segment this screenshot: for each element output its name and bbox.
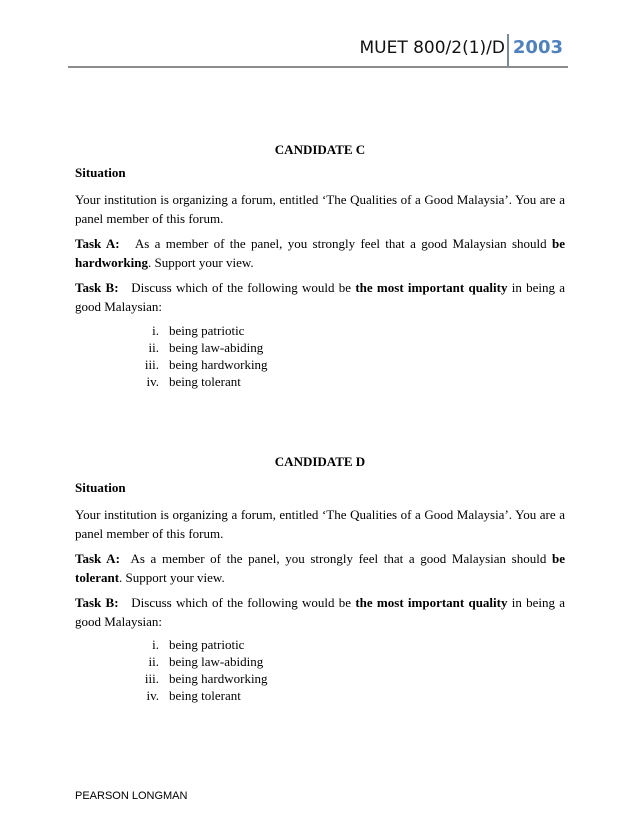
candidate-c-options bbox=[75, 322, 375, 390]
situation-text: Your institution is organizing a forum, entitled ‘The Qualities of a Good Malaysia’. You are a panel member of this forum. bbox=[75, 192, 565, 226]
situation-heading: Situation bbox=[75, 165, 126, 180]
candidate-d-task-b bbox=[75, 593, 565, 631]
header-separator bbox=[507, 34, 509, 68]
task-b-text bbox=[75, 278, 565, 316]
header-rule bbox=[68, 66, 568, 68]
candidate-c-task-a bbox=[75, 234, 565, 272]
candidate-d-title: CANDIDATE D bbox=[274, 454, 366, 469]
list-item: iii. being hardworking bbox=[144, 671, 268, 686]
candidate-d-task-a bbox=[75, 549, 565, 587]
task-b-pre: Discuss which of the following would be bbox=[131, 280, 352, 295]
list-item: i. being patriotic bbox=[152, 637, 245, 652]
candidate-c-title: CANDIDATE C bbox=[274, 142, 366, 157]
paper-year: 2003 bbox=[512, 37, 563, 58]
task-a-pre: As a member of the panel, you strongly feel that a good Malaysian should bbox=[134, 236, 547, 251]
task-b-bold: the most important quality bbox=[355, 280, 508, 295]
task-a-label: Task A: bbox=[75, 551, 120, 566]
list-item: iv. being tolerant bbox=[146, 374, 241, 389]
candidate-c-situation-heading bbox=[75, 163, 565, 182]
list-item: iv. being tolerant bbox=[146, 688, 241, 703]
candidate-d-options bbox=[75, 636, 375, 704]
list-item: iii. being hardworking bbox=[144, 357, 268, 372]
candidate-c-situation bbox=[75, 190, 565, 228]
list-item: ii. being law-abiding bbox=[148, 654, 264, 669]
task-b-pre: Discuss which of the following would be bbox=[131, 595, 352, 610]
situation-text: Your institution is organizing a forum, entitled ‘The Qualities of a Good Malaysia’. You are a panel member of this forum. bbox=[75, 507, 565, 541]
task-b-text bbox=[75, 593, 565, 631]
task-a-text bbox=[75, 549, 565, 587]
candidate-c-task-b bbox=[75, 278, 565, 316]
task-a-bold: be tolerant bbox=[75, 551, 565, 585]
task-a-pre: As a member of the panel, you strongly feel that a good Malaysian should bbox=[130, 551, 547, 566]
task-b-post: in being a good Malaysian: bbox=[75, 595, 566, 629]
list-item: i. being patriotic bbox=[152, 323, 245, 338]
task-a-post: . Support your view. bbox=[147, 255, 254, 270]
candidate-d-situation bbox=[75, 505, 565, 543]
situation-heading: Situation bbox=[75, 480, 126, 495]
task-b-bold: the most important quality bbox=[355, 595, 508, 610]
task-a-label: Task A: bbox=[75, 236, 120, 251]
list-item: ii. being law-abiding bbox=[148, 340, 264, 355]
task-a-bold: be hardworking bbox=[75, 236, 565, 270]
candidate-d-situation-heading bbox=[75, 478, 565, 497]
page-footer: PEARSON LONGMAN bbox=[75, 790, 188, 802]
task-a-post: . Support your view. bbox=[119, 570, 225, 585]
page-header bbox=[0, 30, 567, 66]
task-b-label: Task B: bbox=[75, 280, 119, 295]
task-a-text bbox=[75, 234, 565, 272]
paper-code: MUET 800/2(1)/D bbox=[359, 38, 505, 58]
task-b-label: Task B: bbox=[75, 595, 119, 610]
task-b-post: in being a good Malaysian: bbox=[75, 280, 566, 314]
